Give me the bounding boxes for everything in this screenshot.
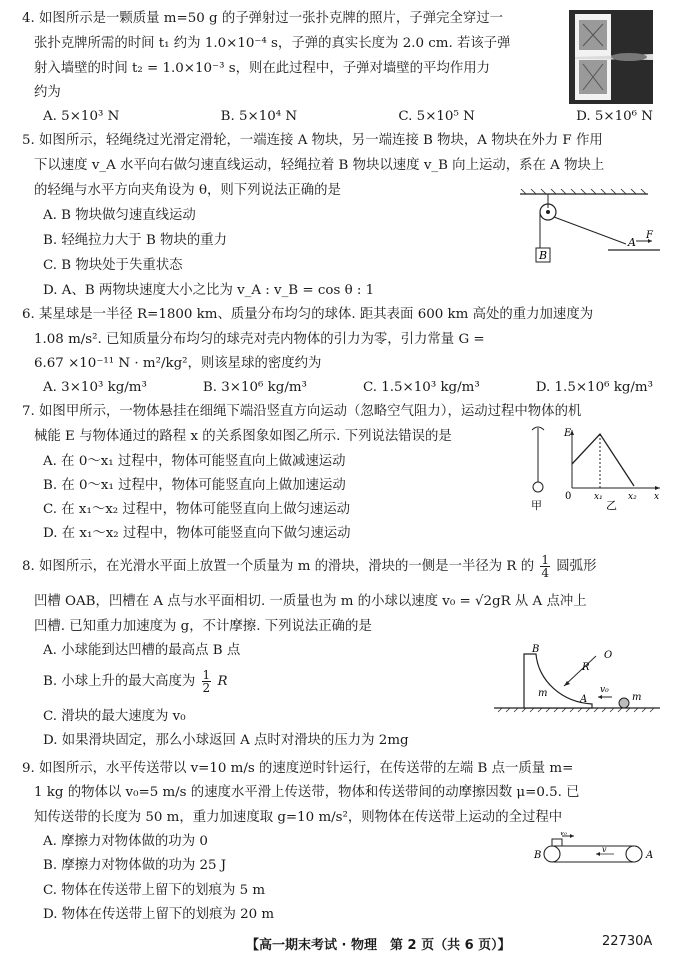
q8-line-1-post: 圆弧形	[556, 559, 597, 574]
q8-label-a: A	[580, 694, 588, 705]
q4-option-a: A. 5×10³ N	[43, 109, 120, 124]
q6-option-c: C. 1.5×10³ kg/m³	[362, 380, 480, 395]
q4-option-c: C. 5×10⁵ N	[398, 109, 475, 124]
q8-fraction-denominator: 4	[541, 566, 550, 580]
q5-label-a: A	[628, 236, 636, 249]
q7-label-origin: 0	[565, 491, 572, 502]
q7-option-c: C. 在 x₁～x₂ 过程中，物体可能竖直向上做匀速运动	[43, 502, 351, 517]
q7-figure-jia	[531, 427, 544, 512]
q8-label-m-groove: m	[538, 688, 548, 699]
q9-option-a: A. 摩擦力对物体做的功为 0	[43, 834, 208, 849]
q9-label-b: B	[534, 850, 542, 861]
q6-line-1: 6. 某星球是一半径 R=1800 km、质量分布均匀的球体. 距其表面 600 km 高处的重力加速度为	[22, 307, 594, 322]
q4-option-b: B. 5×10⁴ N	[220, 109, 298, 124]
q9-label-v0: v₀	[560, 832, 567, 837]
q5-option-c: C. B 物块处于失重状态	[43, 258, 183, 273]
q5-option-b: B. 轻绳拉力大于 B 物块的重力	[43, 233, 228, 248]
q9-conveyor-diagram	[532, 832, 660, 866]
q5-option-a: A. B 物块做匀速直线运动	[43, 208, 196, 223]
q7-label-e: E	[564, 428, 572, 439]
q7-label-yi: 乙	[606, 499, 617, 512]
q8-option-b	[43, 667, 228, 697]
q8-label-m-ball: m	[632, 692, 642, 703]
q8-label-o: O	[604, 650, 613, 661]
q4-line-1: 4. 如图所示是一颗质量 m=50 g 的子弹射过一张扑克牌的照片，子弹完全穿过一	[22, 11, 504, 26]
q8-line-3: 凹槽. 已知重力加速度为 g，不计摩擦. 下列说法正确的是	[34, 619, 372, 634]
q8-line-1-pre: 8. 如图所示，在光滑水平面上放置一个质量为 m 的滑块，滑块的一侧是一半径为 R 的	[22, 559, 535, 574]
q7-label-x: x	[654, 492, 660, 502]
q8-quarter-fraction	[540, 554, 550, 579]
q8-groove-diagram	[492, 640, 664, 720]
q9-option-b: B. 摩擦力对物体做的功为 25 J	[43, 858, 227, 873]
q7-line-2: 械能 E 与物体通过的路程 x 的关系图象如图乙所示. 下列说法错误的是	[34, 429, 452, 444]
q8-option-d: D. 如果滑块固定，那么小球返回 A 点时对滑块的压力为 2mg	[43, 733, 409, 748]
footer-exam-code: 22730A	[602, 934, 653, 949]
q8-line-2: 凹槽 OAB，凹槽在 A 点与水平面相切. 一质量也为 m 的小球以速度 v₀ = √2gR 从 A 点冲上	[34, 594, 587, 609]
q9-line-3: 知传送带的长度为 50 m，重力加速度取 g=10 m/s²，则物体在传送带上运动的全过程中	[34, 810, 563, 825]
q8-option-c: C. 滑块的最大速度为 v₀	[43, 709, 186, 724]
q8-half-numerator: 1	[202, 668, 211, 682]
q8-label-b: B	[532, 644, 540, 655]
q4-playing-card-photo	[569, 10, 653, 104]
q9-line-1: 9. 如图所示，水平传送带以 v=10 m/s 的速度逆时针运行，在传送带的左端 B 点一质量 m=	[22, 761, 574, 776]
q8-option-a: A. 小球能到达凹槽的最高点 B 点	[43, 643, 241, 658]
q7-option-b: B. 在 0～x₁ 过程中，物体可能竖直向上做加速运动	[43, 478, 346, 493]
q6-line-3: 6.67 ×10⁻¹¹ N · m²/kg²，则该星球的密度约为	[34, 356, 322, 371]
q6-option-a: A. 3×10³ kg/m³	[43, 380, 147, 395]
q6-option-d: D. 1.5×10⁶ kg/m³	[535, 380, 653, 395]
q8-label-v0: v₀	[600, 685, 609, 695]
q4-option-d: D. 5×10⁶ N	[576, 109, 653, 124]
footer-page-info: 【高一期末考试 · 物理 第 2 页（共 6 页）】	[246, 938, 511, 953]
q9-option-c: C. 物体在传送带上留下的划痕为 5 m	[43, 883, 266, 898]
q8-line-1	[22, 552, 596, 582]
q4-line-2: 张扑克牌所需的时间 t₁ 约为 1.0×10⁻⁴ s，子弹的真实长度为 2.0 cm. 若该子弹	[34, 36, 511, 51]
q5-pulley-diagram	[518, 188, 663, 268]
q8-label-r: R	[582, 662, 590, 673]
q8-option-b-post: R	[217, 674, 228, 689]
q8-half-fraction	[202, 669, 212, 694]
q9-label-a: A	[646, 850, 654, 861]
q5-label-f: F	[646, 230, 653, 241]
q6-option-b: B. 3×10⁶ kg/m³	[202, 380, 307, 395]
q5-line-3: 的轻绳与水平方向夹角设为 θ，则下列说法正确的是	[34, 183, 341, 198]
q9-line-2: 1 kg 的物体以 v₀=5 m/s 的速度水平滑上传送带，物体和传送带间的动摩擦因数 μ=0.5. 已	[34, 785, 580, 800]
q8-half-denominator: 2	[202, 681, 211, 695]
q7-option-a: A. 在 0～x₁ 过程中，物体可能竖直向上做减速运动	[43, 454, 346, 469]
q7-energy-figure	[520, 424, 665, 516]
q8-option-b-pre: B. 小球上升的最大高度为	[43, 674, 196, 689]
q7-label-x1: x₁	[594, 492, 603, 502]
q9-option-d: D. 物体在传送带上留下的划痕为 20 m	[43, 907, 275, 922]
q7-e-x-graph	[563, 428, 660, 512]
q9-label-v: v	[602, 845, 607, 854]
q4-line-4: 约为	[34, 85, 61, 100]
q4-line-3: 射入墙壁的时间 t₂ = 1.0×10⁻³ s，则在此过程中，子弹对墙壁的平均作用力	[34, 61, 491, 76]
q7-label-jia: 甲	[531, 499, 542, 512]
q5-line-2: 下以速度 v_A 水平向右做匀速直线运动，轻绳拉着 B 物块以速度 v_B 向上运动，系在 A 物块上	[34, 158, 605, 173]
q5-label-b: B	[539, 249, 548, 262]
q5-option-d: D. A、B 两物块速度大小之比为 v_A : v_B = cos θ : 1	[43, 283, 375, 298]
q7-option-d: D. 在 x₁～x₂ 过程中，物体可能竖直向下做匀速运动	[43, 526, 351, 541]
q8-fraction-numerator: 1	[541, 553, 550, 567]
q7-label-x2: x₂	[628, 492, 637, 502]
q6-line-2: 1.08 m/s². 已知质量分布均匀的球壳对壳内物体的引力为零，引力常量 G =	[34, 332, 485, 347]
q4-options	[43, 108, 653, 126]
q6-options	[43, 379, 653, 397]
q7-line-1: 7. 如图甲所示，一物体悬挂在细绳下端沿竖直方向运动（忽略空气阻力），运动过程中物体的机	[22, 404, 582, 419]
q5-line-1: 5. 如图所示，轻绳绕过光滑定滑轮，一端连接 A 物块，另一端连接 B 物块，A 物块在外力 F 作用	[22, 133, 603, 148]
